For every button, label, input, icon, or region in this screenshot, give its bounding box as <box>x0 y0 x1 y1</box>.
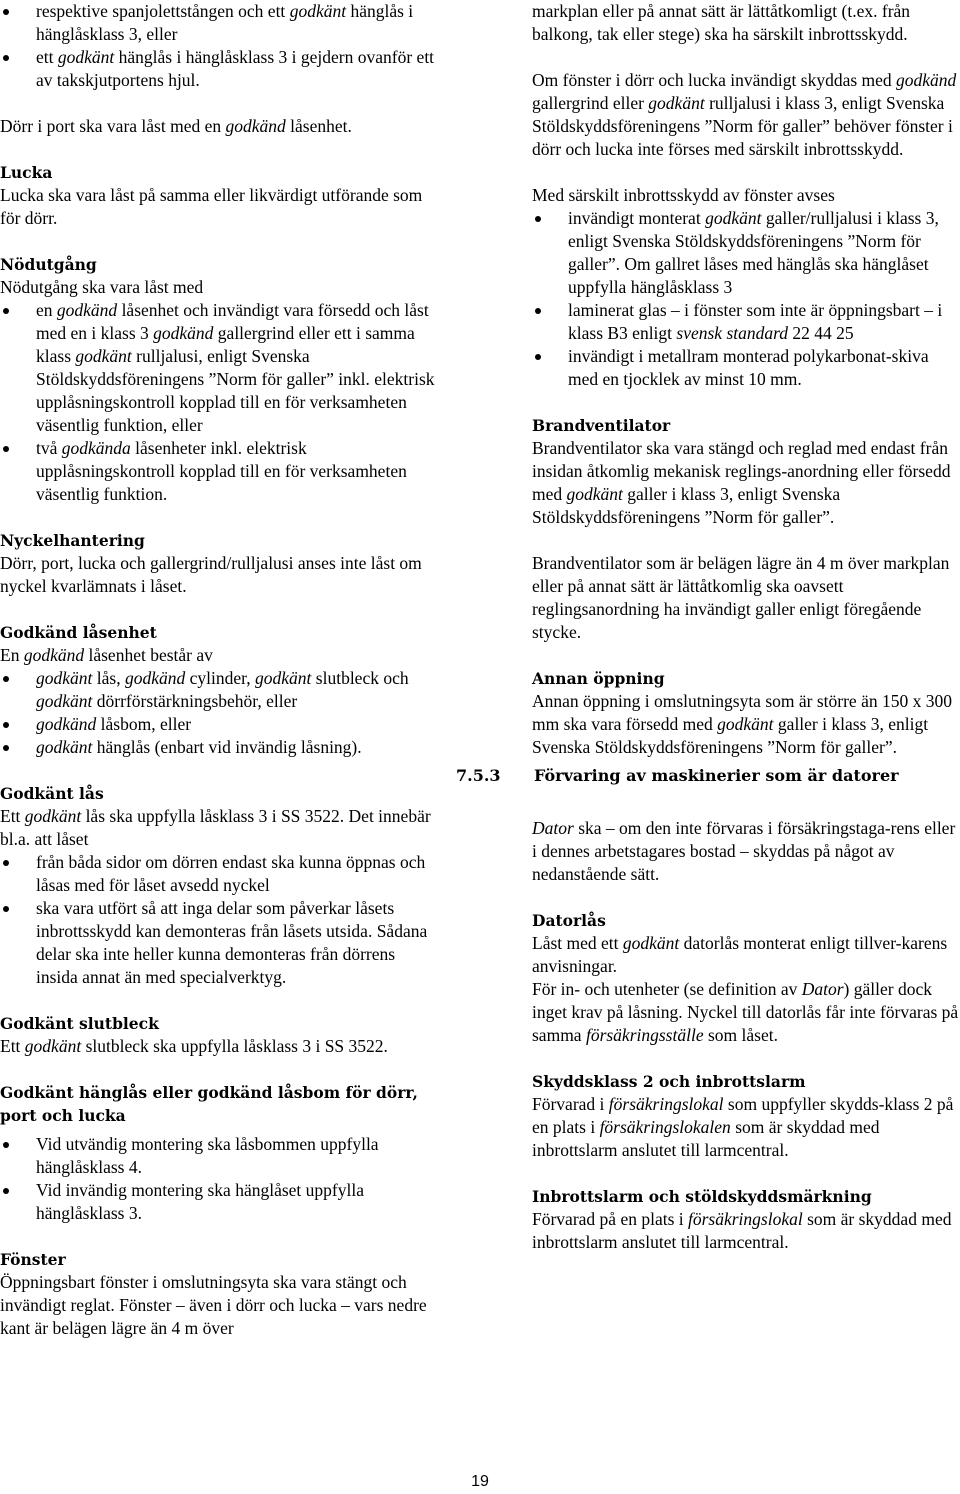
paragraph-fonster-continued: markplan eller på annat sätt är lättåtkomligt (t.ex. från balkong, tak eller stege) ska ha särskilt inbrottsskydd. <box>532 1 911 44</box>
paragraph-brandventilator-1: Brandventilator ska vara stängd och reglad med endast från insidan åtkomlig mekanisk reglings-anordning eller försedd med godkänt galler i klass 3, enligt Svenska Stöldskyddsföreningens ”Norm för galler”. <box>532 438 951 527</box>
paragraph-inbrottslarm: Förvarad på en plats i försäkringslokal som är skyddad med inbrottslarm anslutet till larmcentral. <box>532 1209 952 1252</box>
heading-nodutgang: Nödutgång <box>0 255 97 274</box>
section-number: 7.5.3 <box>456 766 501 785</box>
paragraph-skyddsklass: Förvarad i försäkringslokal som uppfyller skydds-klass 2 på en plats i försäkringslokalen som är skyddad med inbrottslarm anslutet till larmcentral. <box>532 1094 954 1160</box>
paragraph-datorlas: Låst med ett godkänt datorlås monterat enligt tillver-karens anvisningar. För in- och utenheter (se definition av Dator) gäller dock inget krav på låsning. Nyckel till datorlås får inte förvaras på samma försäkringsställe som låset. <box>532 933 959 1045</box>
paragraph-annan-oppning: Annan öppning i omslutningsyta som är större än 150 x 300 mm ska vara försedd med godkänt galler i klass 3, enligt Svenska Stöldskyddsföreningens ”Norm för galler”. <box>532 691 952 757</box>
heading-inbrottslarm: Inbrottslarm och stöldskyddsmärkning <box>532 1187 872 1206</box>
heading-annan-oppning: Annan öppning <box>532 669 665 688</box>
paragraph-nyckelhantering: Dörr, port, lucka och gallergrind/rulljalusi anses inte låst om nyckel kvarlämnats i låset. <box>0 553 422 596</box>
bullet-list-hanglas <box>0 1133 440 1225</box>
paragraph-lucka: Lucka ska vara låst på samma eller likvärdigt utförande som för dörr. <box>0 185 423 228</box>
paragraph-om-fonster: Om fönster i dörr och lucka invändigt skyddas med godkänd gallergrind eller godkänt rulljalusi i klass 3, enligt Svenska Stöldskyddsföreningens ”Norm för galler” behöver fönster i dörr och lucka inte förses med särskilt inbrottsskydd. <box>532 70 957 159</box>
list-item: ett godkänt hänglås i hänglåsklass 3 i gejdern ovanför ett av takskjutportens hjul. <box>0 46 440 92</box>
list-item: en godkänd låsenhet och invändigt vara försedd och låst med en i klass 3 godkänd gallergrind eller ett i samma klass godkänt rulljalusi, enligt Svenska Stöldskyddsföreningens ”Norm för galler” inkl. elektrisk upplåsningskontroll kopplad till en för verksamheten väsentlig funktion, eller <box>0 299 440 437</box>
section-heading-7-5-3 <box>456 764 960 787</box>
heading-godkant-las: Godkänt lås <box>0 784 104 803</box>
heading-datorlas: Datorlås <box>532 911 606 930</box>
list-item: två godkända låsenheter inkl. elektrisk upplåsningskontroll kopplad till en för verksamheten väsentlig funktion. <box>0 437 440 506</box>
paragraph-fonster: Öppningsbart fönster i omslutningsyta ska vara stängt och invändigt reglat. Fönster – även i dörr och lucka – vars nedre kant är belägen lägre än 4 m över <box>0 1272 427 1338</box>
paragraph-nodutgang: Nödutgång ska vara låst med <box>0 277 204 297</box>
list-item: Vid invändig montering ska hänglåset uppfylla hänglåsklass 3. <box>0 1179 440 1225</box>
paragraph-godkant-las: Ett godkänt lås ska uppfylla låsklass 3 i SS 3522. Det innebär bl.a. att låset <box>0 806 431 849</box>
list-item: godkänd låsbom, eller <box>0 713 440 736</box>
heading-godkand-lasenhet: Godkänd låsenhet <box>0 623 157 642</box>
page-number: 19 <box>471 1473 489 1490</box>
list-item: invändigt i metallram monterad polykarbonat-skiva med en tjocklek av minst 10 mm. <box>532 345 960 391</box>
heading-godkant-slutbleck: Godkänt slutbleck <box>0 1014 159 1033</box>
section-title: Förvaring av maskinerier som är datorer <box>534 766 899 785</box>
paragraph-dator: Dator ska – om den inte förvaras i försäkringstaga-rens eller i dennes arbetstagares bostad – skyddas på något av nedanstående sätt. <box>532 818 956 884</box>
paragraph-brandventilator-2: Brandventilator som är belägen lägre än 4 m över markplan eller på annat sätt är lättåtkomlig ska oavsett reglingsanordning ha invändigt galler enligt föregående stycke. <box>532 553 950 642</box>
heading-lucka: Lucka <box>0 163 53 182</box>
bullet-list-inbrottsskydd <box>532 207 960 391</box>
bullet-list-nodutgang <box>0 299 440 506</box>
heading-hanglas-lasbom: Godkänt hänglås eller godkänd låsbom för dörr, port och lucka <box>0 1083 418 1125</box>
paragraph-sarskilt-inbrottsskydd: Med särskilt inbrottsskydd av fönster avses <box>532 185 835 205</box>
heading-fonster: Fönster <box>0 1250 66 1269</box>
bullet-list-takskjutport <box>0 0 440 92</box>
bullet-list-godkant-las <box>0 851 440 989</box>
list-item: laminerat glas – i fönster som inte är öppningsbart – i klass B3 enligt svensk standard 22 44 25 <box>532 299 960 345</box>
paragraph-port: Dörr i port ska vara låst med en godkänd låsenhet. <box>0 116 352 136</box>
list-item: godkänt lås, godkänd cylinder, godkänt slutbleck och godkänt dörrförstärkningsbehör, eller <box>0 667 440 713</box>
list-item: från båda sidor om dörren endast ska kunna öppnas och låsas med för låset avsedd nyckel <box>0 851 440 897</box>
paragraph-godkand-lasenhet: En godkänd låsenhet består av <box>0 645 213 665</box>
list-item: ska vara utfört så att inga delar som påverkar låsets inbrottsskydd kan demonteras från låsets utsida. Sådana delar ska inte heller kunna demonteras från dörrens insida annat än med specialverktyg. <box>0 897 440 989</box>
right-column <box>532 0 960 1254</box>
bullet-list-godkand-lasenhet <box>0 667 440 759</box>
heading-nyckelhantering: Nyckelhantering <box>0 531 145 550</box>
heading-skyddsklass: Skyddsklass 2 och inbrottslarm <box>532 1072 806 1091</box>
list-item: invändigt monterat godkänt galler/rulljalusi i klass 3, enligt Svenska Stöldskyddsföreningens ”Norm för galler”. Om gallret låses med hänglås ska hänglåset uppfylla hänglåsklass 3 <box>532 207 960 299</box>
list-item: godkänt hänglås (enbart vid invändig låsning). <box>0 736 440 759</box>
left-column <box>0 0 440 1340</box>
list-item: respektive spanjolettstången och ett godkänt hänglås i hänglåsklass 3, eller <box>0 0 440 46</box>
list-item: Vid utvändig montering ska låsbommen uppfylla hänglåsklass 4. <box>0 1133 440 1179</box>
paragraph-godkant-slutbleck: Ett godkänt slutbleck ska uppfylla låsklass 3 i SS 3522. <box>0 1036 388 1056</box>
heading-brandventilator: Brandventilator <box>532 416 671 435</box>
